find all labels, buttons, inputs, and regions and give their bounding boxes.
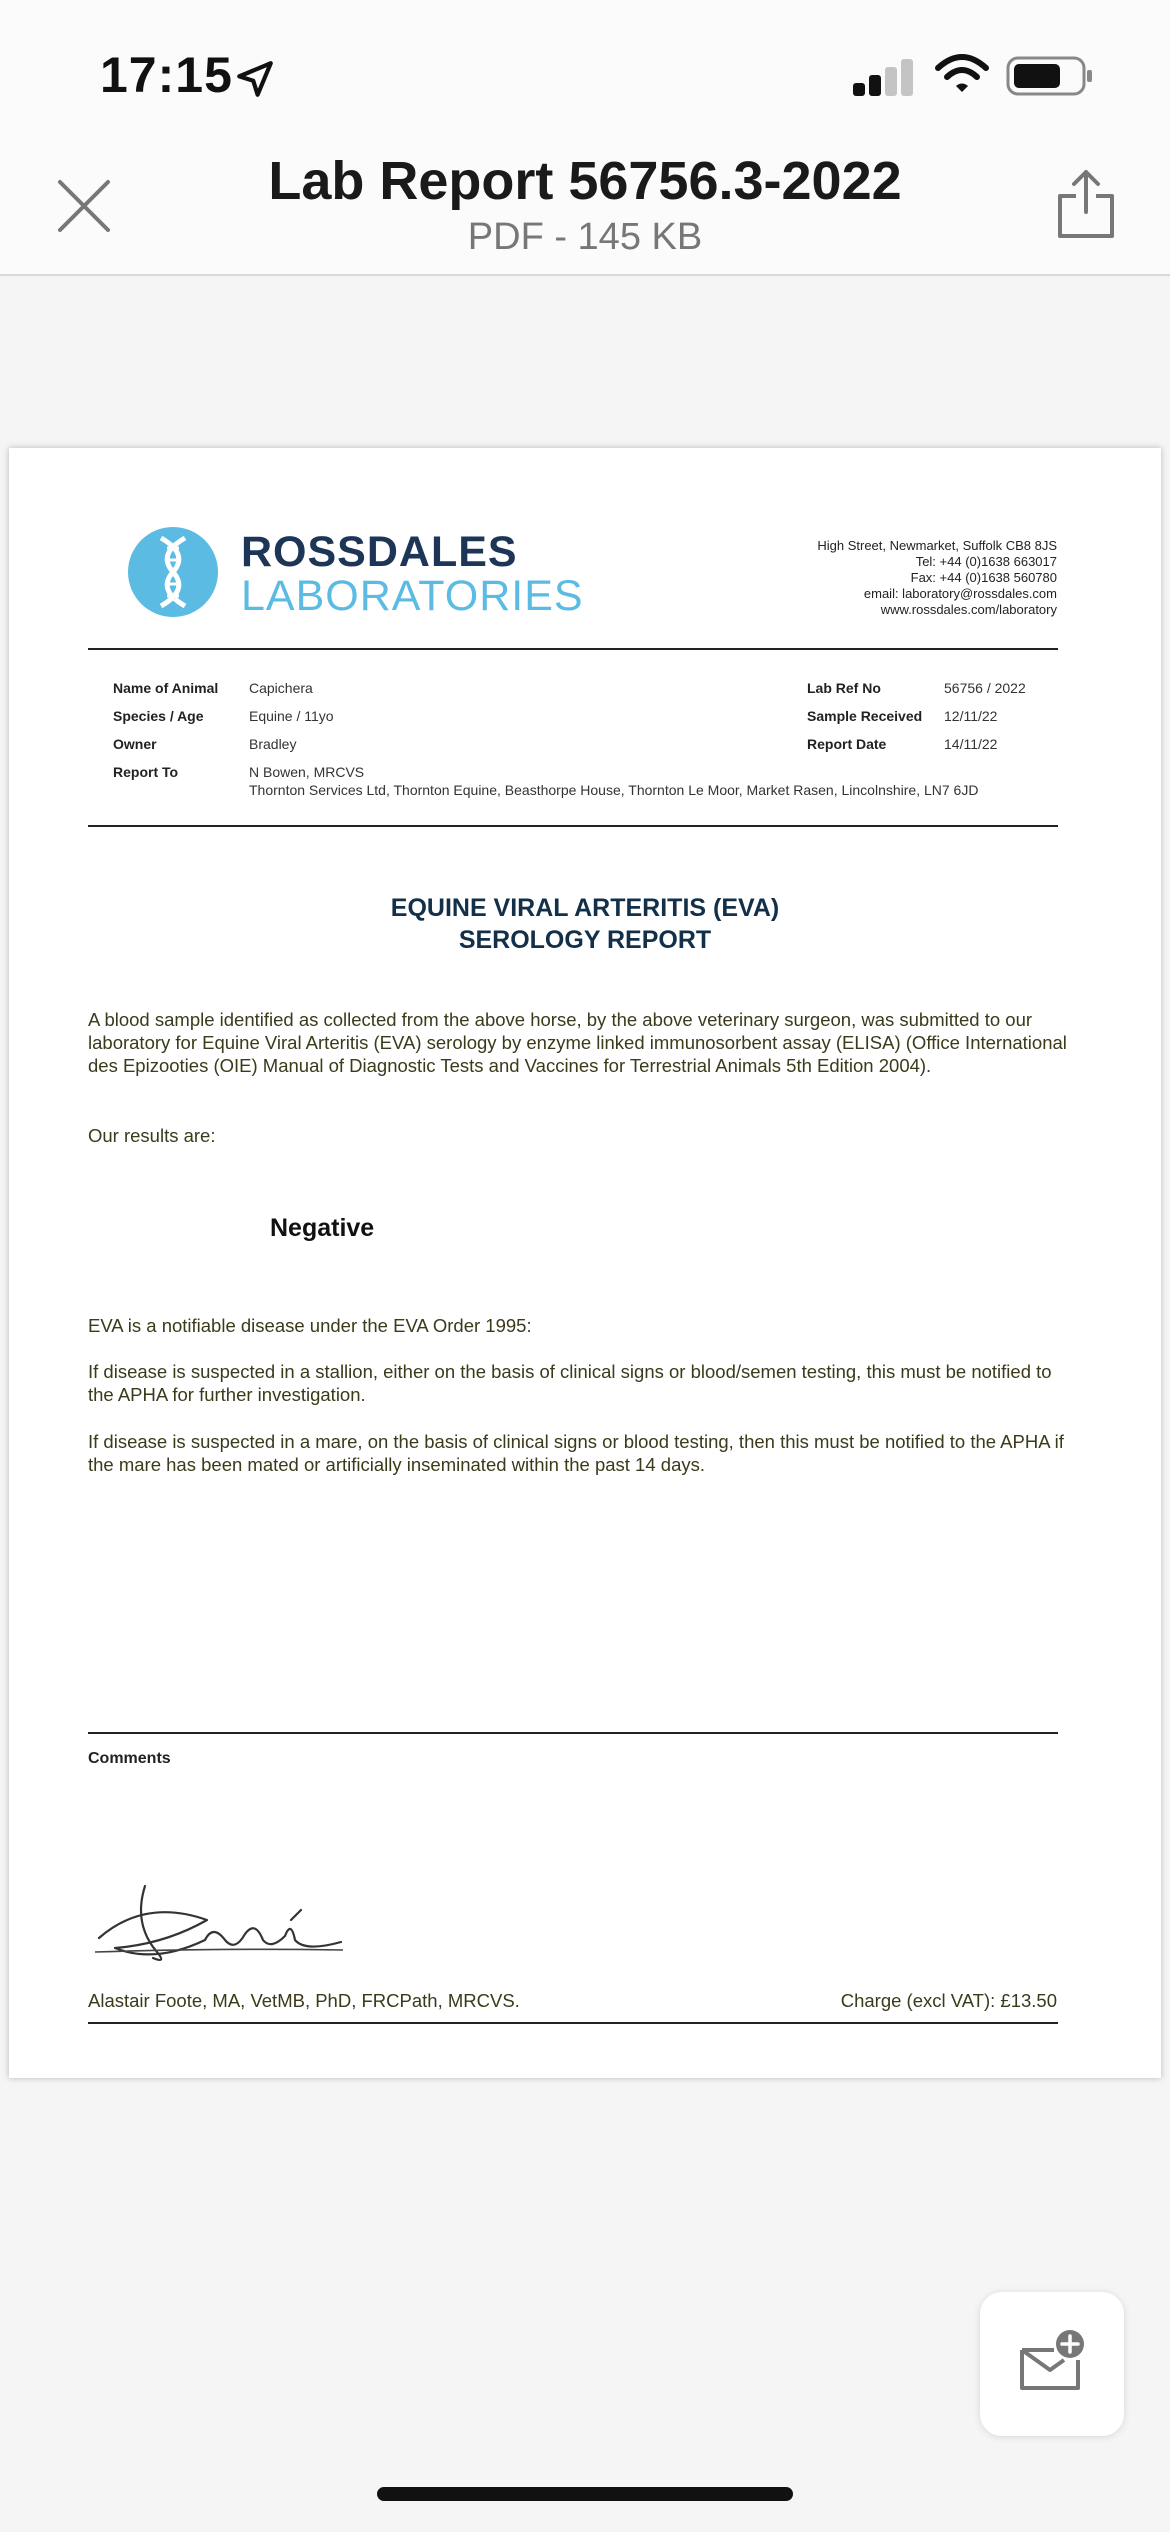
comments-label: Comments <box>88 1750 171 1767</box>
lab-address <box>817 538 1057 618</box>
document-title: Lab Report 56756.3-2022 <box>268 151 902 211</box>
address-line: Tel: +44 (0)1638 663017 <box>915 554 1057 569</box>
lab-ref-label: Lab Ref No <box>807 680 881 696</box>
document-header <box>0 140 1170 276</box>
wifi-icon <box>934 52 990 96</box>
divider <box>88 1732 1058 1734</box>
notifiable-note: EVA is a notifiable disease under the EVA Order 1995: <box>88 1315 532 1336</box>
species-value: Equine / 11yo <box>249 708 334 724</box>
signatory-name: Alastair Foote, MA, VetMB, PhD, FRCPath, MRCVS. <box>88 1990 520 2011</box>
report-title-line1: EQUINE VIRAL ARTERITIS (EVA) <box>390 894 780 922</box>
test-result: Negative <box>270 1214 375 1242</box>
report-to-line2: Thornton Services Ltd, Thornton Equine, Beasthorpe House, Thornton Le Moor, Market Rasen, Lincolnshire, LN7 6JD <box>249 782 979 798</box>
address-line: Fax: +44 (0)1638 560780 <box>910 570 1057 585</box>
home-indicator[interactable] <box>377 2487 793 2501</box>
share-icon[interactable] <box>1054 168 1118 240</box>
logo-line2: LABORATORIES <box>241 572 584 620</box>
mail-add-icon <box>1016 2328 1088 2400</box>
species-label: Species / Age <box>113 708 204 724</box>
sample-received-value: 12/11/22 <box>944 708 998 724</box>
report-date-value: 14/11/22 <box>944 736 998 752</box>
cellular-signal-icon <box>853 56 915 96</box>
mare-note: If disease is suspected in a mare, on the basis of clinical signs or blood testing, then this must be notified to the APHA if the mare has been mated or artificially inseminated within the past 14 days. <box>88 1431 1064 1475</box>
lab-ref-value: 56756 / 2022 <box>944 680 1026 696</box>
dna-logo-icon <box>127 526 219 618</box>
report-to-label: Report To <box>113 764 179 780</box>
charge-amount: Charge (excl VAT): £13.50 <box>840 1990 1057 2011</box>
location-arrow-icon <box>234 58 276 100</box>
status-bar <box>0 0 1170 140</box>
divider <box>88 825 1058 827</box>
divider <box>88 648 1058 650</box>
results-intro: Our results are: <box>88 1125 216 1146</box>
address-line: email: laboratory@rossdales.com <box>863 586 1057 601</box>
intro-paragraph: A blood sample identified as collected from the above horse, by the above veterinary surgeon, was submitted to our laboratory for Equine Viral Arteritis (EVA) serology by enzyme linked immunosorbent assay (ELISA) (Office International des Epizooties (OIE) Manual of Diagnostic Tests and Vaccines for Terrestrial Animals 5th Edition 2004). <box>88 1009 1067 1076</box>
pdf-viewer[interactable] <box>0 276 1170 2532</box>
logo-line1: ROSSDALES <box>241 528 518 576</box>
battery-icon <box>1006 56 1094 96</box>
report-date-label: Report Date <box>807 736 887 752</box>
sample-received-label: Sample Received <box>807 708 923 724</box>
name-label: Name of Animal <box>113 680 219 696</box>
address-line: High Street, Newmarket, Suffolk CB8 8JS <box>817 538 1057 553</box>
pdf-page <box>9 448 1161 2078</box>
divider <box>88 2022 1058 2024</box>
report-title-line2: SEROLOGY REPORT <box>458 926 712 954</box>
address-line: www.rossdales.com/laboratory <box>880 602 1057 617</box>
signature-image <box>95 1880 345 1972</box>
owner-value: Bradley <box>249 736 297 752</box>
name-value: Capichera <box>249 680 313 696</box>
owner-label: Owner <box>113 736 157 752</box>
stallion-note: If disease is suspected in a stallion, either on the basis of clinical signs or blood/semen testing, this must be notified to the APHA for further investigation. <box>88 1361 1052 1405</box>
status-time: 17:15 <box>100 47 233 103</box>
report-to-line1: N Bowen, MRCVS <box>249 764 365 780</box>
document-subtitle: PDF - 145 KB <box>467 216 703 258</box>
markup-mail-button[interactable] <box>980 2292 1124 2436</box>
